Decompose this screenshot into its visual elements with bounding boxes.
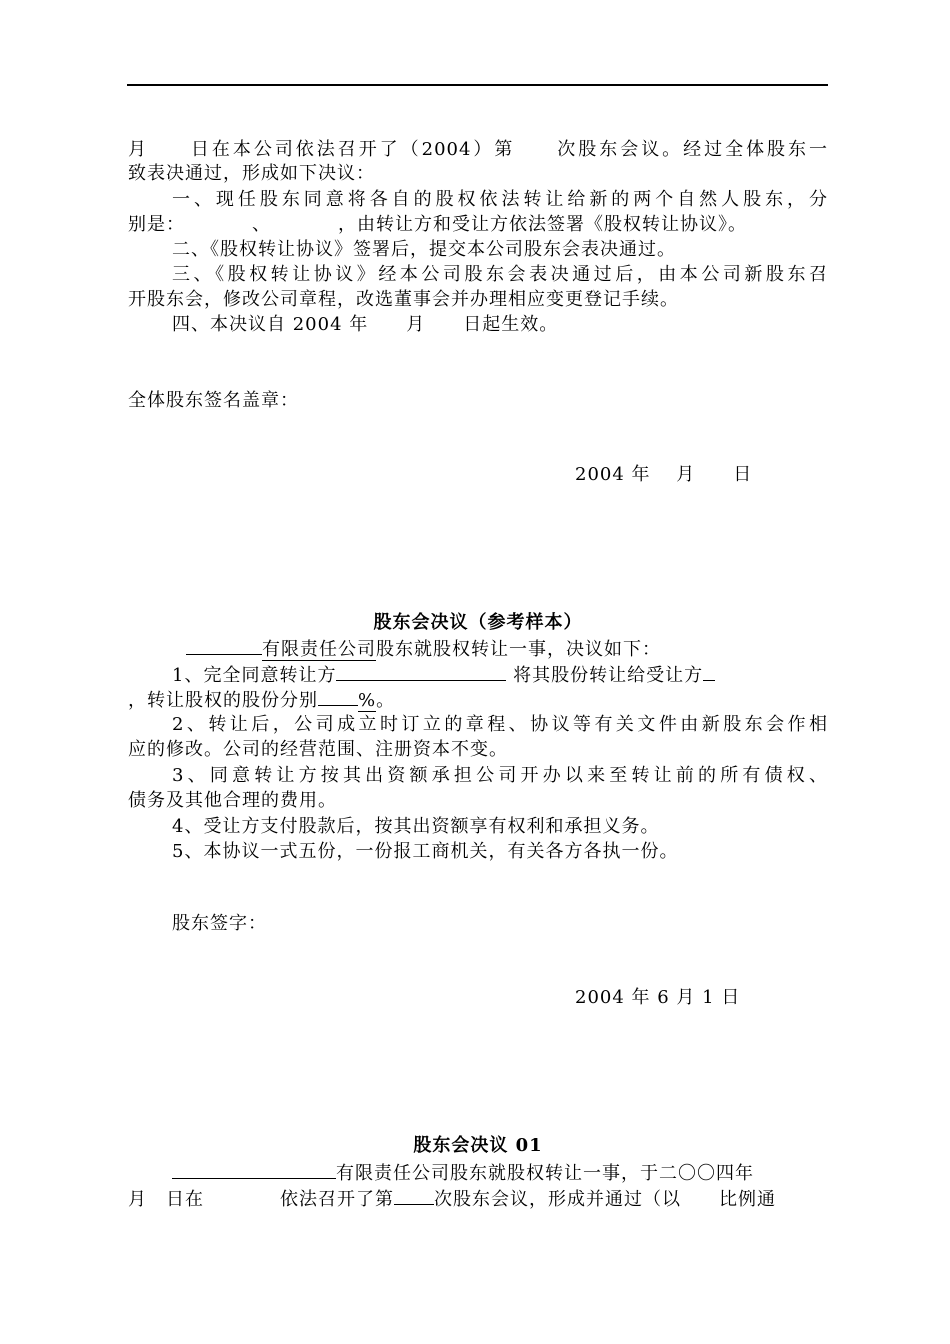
s3-line1-rest: 有限责任公司股东就股权转让一事，于二〇〇四年 [336, 1163, 754, 1184]
s2-intro-rest: 股东就股权转让一事，决议如下： [376, 639, 661, 660]
s2-item1-prefix: 1、完全同意转让方 [172, 665, 337, 686]
s2-item1b-prefix: ，转让股权的股份分别 [128, 690, 318, 711]
s2-item1b-end: 。 [376, 690, 396, 711]
s1-item3-line1: 三、《股权转让协议》经本公司股东会表决通过后，由本公司新股东召 [172, 264, 828, 285]
s3-title: 股东会决议 01 [413, 1135, 543, 1156]
s2-item3-line2: 债务及其他合理的费用。 [128, 790, 337, 811]
blank-transferor[interactable] [336, 662, 506, 681]
blank-transferee[interactable] [703, 662, 715, 681]
s2-title: 股东会决议（参考样本） [373, 612, 583, 633]
s1-paragraph-line2: 致表决通过，形成如下决议： [128, 163, 375, 184]
s1-paragraph-line1: 月 日在本公司依法召开了（2004）第 次股东会议。经过全体股东一 [128, 139, 828, 160]
s2-item4: 4、受让方支付股款后，按其出资额享有权利和承担义务。 [172, 816, 660, 837]
s1-date: 2004 年 月 日 [575, 464, 753, 485]
s1-item1-line2: 别是： 、 ，由转让方和受让方依法签署《股权转让协议》。 [128, 214, 747, 235]
s2-intro [186, 636, 828, 662]
s1-item3-line2: 开股东会，修改公司章程，改选董事会并办理相应变更登记手续。 [128, 289, 679, 310]
s2-signature-label: 股东签字： [172, 913, 267, 934]
blank-company-name[interactable] [186, 636, 262, 655]
s2-percent-sign: % [358, 690, 377, 711]
header-rule [127, 84, 828, 86]
blank-company-name-2[interactable] [172, 1160, 336, 1179]
s1-signature-label: 全体股东签名盖章： [128, 390, 299, 411]
s2-intro-company: 有限责任公司 [262, 639, 376, 660]
s1-item2: 二、《股权转让协议》签署后，提交本公司股东会表决通过。 [172, 239, 676, 260]
s2-item2-line2: 应的修改。公司的经营范围、注册资本不变。 [128, 739, 508, 760]
s2-item1-line2 [128, 687, 828, 713]
s1-item4: 四、本决议自 2004 年 月 日起生效。 [172, 314, 559, 335]
s3-line2-a: 月 日在 依法召开了第 [128, 1189, 394, 1210]
s3-line2 [128, 1186, 828, 1212]
blank-share-percent[interactable] [318, 687, 358, 706]
s2-item1-mid: 将其股份转让给受让方 [506, 665, 704, 686]
blank-meeting-number[interactable] [394, 1186, 434, 1205]
s1-item1-line1: 一、现任股东同意将各自的股权依法转让给新的两个自然人股东，分 [172, 189, 828, 210]
s2-item2-line1: 2、转让后，公司成立时订立的章程、协议等有关文件由新股东会作相 [172, 714, 828, 735]
s2-date: 2004 年 6 月 1 日 [575, 987, 741, 1008]
s2-item1-line1 [172, 662, 828, 688]
s3-line2-b: 次股东会议，形成并通过（以 比例通 [434, 1189, 776, 1210]
s3-line1 [172, 1160, 828, 1186]
s2-item3-line1: 3、同意转让方按其出资额承担公司开办以来至转让前的所有债权、 [172, 765, 828, 786]
s2-item5: 5、本协议一式五份，一份报工商机关，有关各方各执一份。 [172, 841, 679, 862]
